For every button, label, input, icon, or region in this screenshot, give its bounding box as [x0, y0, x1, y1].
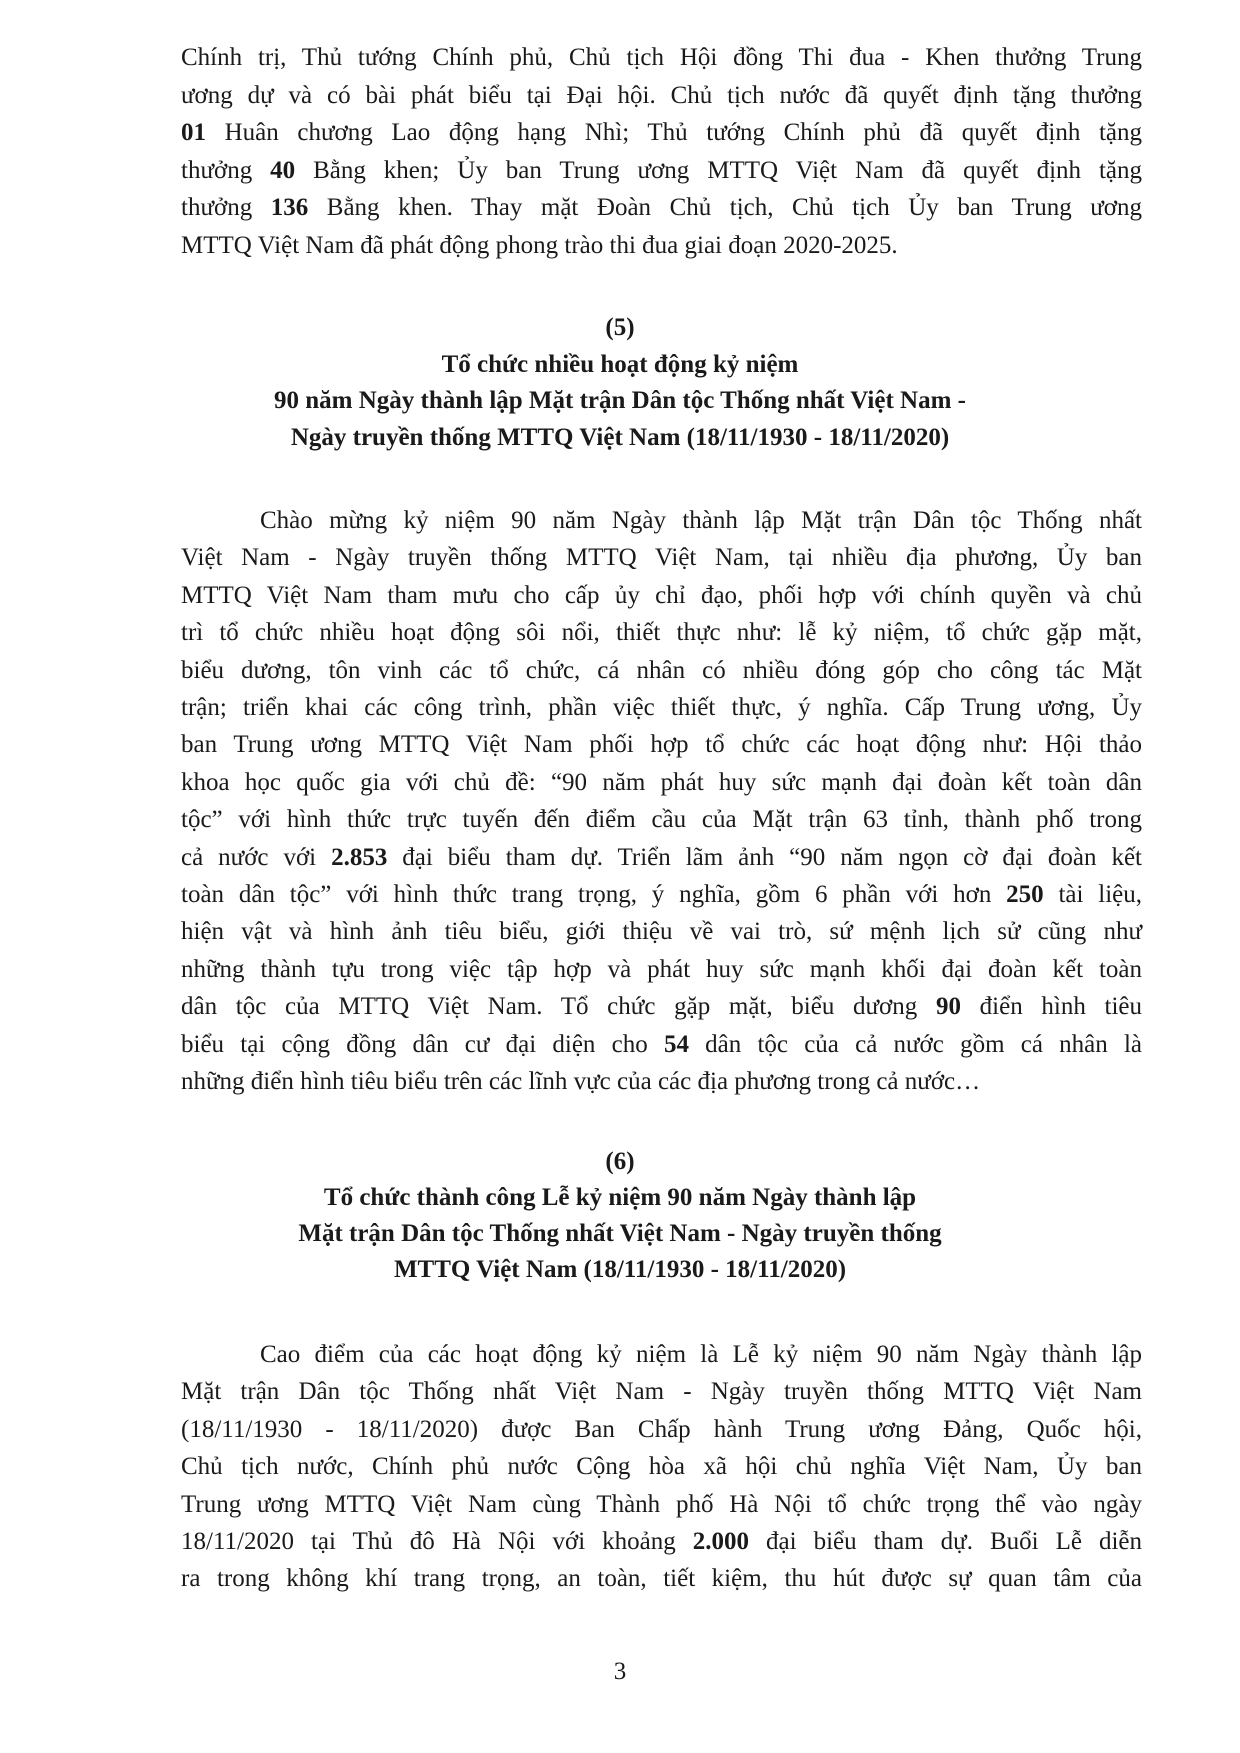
- paragraph-line: Việt Nam - Ngày truyền thống MTTQ Việt Nam, tại nhiều địa phương, Ủy ban: [181, 544, 1142, 572]
- paragraph-line: Cao điểm của các hoạt động kỷ niệm là Lễ kỷ niệm 90 năm Ngày thành lập: [260, 1341, 1142, 1368]
- page-number: 3: [613, 1658, 627, 1685]
- paragraph-line: ban Trung ương MTTQ Việt Nam phối hợp tổ chức các hoạt động như: Hội thảo: [181, 731, 1142, 759]
- paragraph-line: cả nước với 2.853 đại biểu tham dự. Triển lãm ảnh “90 năm ngọn cờ đại đoàn kết: [181, 843, 1142, 871]
- section-6-heading-title-line: Mặt trận Dân tộc Thống nhất Việt Nam - Ngày truyền thống: [298, 1220, 942, 1247]
- paragraph-line: thưởng 40 Bằng khen; Ủy ban Trung ương MTTQ Việt Nam đã quyết định tặng: [181, 156, 1142, 184]
- paragraph-line: Trung ương MTTQ Việt Nam cùng Thành phố Hà Nội tổ chức trọng thể vào ngày: [181, 1490, 1142, 1518]
- section-6-heading-title-line: MTTQ Việt Nam (18/11/1930 - 18/11/2020): [393, 1256, 847, 1283]
- paragraph-line: 18/11/2020 tại Thủ đô Hà Nội với khoảng 2.000 đại biểu tham dự. Buổi Lễ diễn: [181, 1528, 1143, 1555]
- paragraph-line: dân tộc của MTTQ Việt Nam. Tổ chức gặp mặt, biểu dương 90 điển hình tiêu: [181, 993, 1142, 1021]
- paragraph-line: trì tổ chức nhiều hoạt động sôi nổi, thiết thực như: lễ kỷ niệm, tổ chức gặp mặt,: [181, 619, 1142, 647]
- paragraph-line: ương dự và có bài phát biểu tại Đại hội. Chủ tịch nước đã quyết định tặng thưởng: [181, 81, 1142, 109]
- paragraph-line: Chào mừng kỷ niệm 90 năm Ngày thành lập Mặt trận Dân tộc Thống nhất: [260, 507, 1142, 534]
- paragraph-line: Mặt trận Dân tộc Thống nhất Việt Nam - Ngày truyền thống MTTQ Việt Nam: [181, 1378, 1142, 1406]
- paragraph-line: 01 Huân chương Lao động hạng Nhì; Thủ tướng Chính phủ đã quyết định tặng: [181, 119, 1142, 147]
- paragraph-line: biểu dương, tôn vinh các tổ chức, cá nhân có nhiều đóng góp cho công tác Mặt: [181, 656, 1142, 684]
- paragraph-line: những điển hình tiêu biểu trên các lĩnh vực của các địa phương trong cả nước…: [181, 1068, 981, 1095]
- paragraph-line: thưởng 136 Bằng khen. Thay mặt Đoàn Chủ tịch, Chủ tịch Ủy ban Trung ương: [181, 194, 1143, 222]
- paragraph-line: (18/11/1930 - 18/11/2020) được Ban Chấp hành Trung ương Đảng, Quốc hội,: [181, 1415, 1142, 1443]
- paragraph-line: khoa học quốc gia với chủ đề: “90 năm phát huy sức mạnh đại đoàn kết toàn dân: [181, 768, 1142, 796]
- paragraph-line: biểu tại cộng đồng dân cư đại diện cho 54 dân tộc của cả nước gồm cá nhân là: [181, 1030, 1142, 1058]
- paragraph-line: tộc” với hình thức trực tuyến đến điểm cầu của Mặt trận 63 tỉnh, thành phố trong: [181, 806, 1142, 834]
- paragraph-line: MTTQ Việt Nam tham mưu cho cấp ủy chỉ đạo, phối hợp với chính quyền và chủ: [181, 581, 1142, 609]
- section-6-heading-title-line: Tổ chức thành công Lễ kỷ niệm 90 năm Ngày thành lập: [323, 1184, 917, 1211]
- section-5-heading-title-line: Tổ chức nhiều hoạt động kỷ niệm: [441, 350, 799, 378]
- paragraph-line: Chủ tịch nước, Chính phủ nước Cộng hòa xã hội chủ nghĩa Việt Nam, Ủy ban: [181, 1453, 1142, 1481]
- paragraph-line: MTTQ Việt Nam đã phát động phong trào thi đua giai đoạn 2020-2025.: [181, 232, 898, 259]
- paragraph-line: toàn dân tộc” với hình thức trang trọng, ý nghĩa, gồm 6 phần với hơn 250 tài liệu,: [181, 881, 1142, 908]
- section-6-heading-number: (6): [605, 1148, 635, 1175]
- section-5-heading-title-line: 90 năm Ngày thành lập Mặt trận Dân tộc Thống nhất Việt Nam -: [274, 387, 966, 414]
- paragraph-line: ra trong không khí trang trọng, an toàn, tiết kiệm, thu hút được sự quan tâm của: [181, 1565, 1142, 1593]
- paragraph-line: hiện vật và hình ảnh tiêu biểu, giới thiệu về vai trò, sứ mệnh lịch sử cũng như: [181, 918, 1142, 946]
- paragraph-line: trận; triển khai các công trình, phần việc thiết thực, ý nghĩa. Cấp Trung ương, Ủy: [181, 694, 1142, 721]
- section-5-heading-title-line: Ngày truyền thống MTTQ Việt Nam (18/11/1930 - 18/11/2020): [290, 423, 950, 451]
- section-5-heading-number: (5): [605, 314, 635, 341]
- paragraph-line: những thành tựu trong việc tập hợp và phát huy sức mạnh khối đại đoàn kết toàn: [181, 955, 1142, 983]
- paragraph-line: Chính trị, Thủ tướng Chính phủ, Chủ tịch Hội đồng Thi đua - Khen thưởng Trung: [181, 44, 1142, 71]
